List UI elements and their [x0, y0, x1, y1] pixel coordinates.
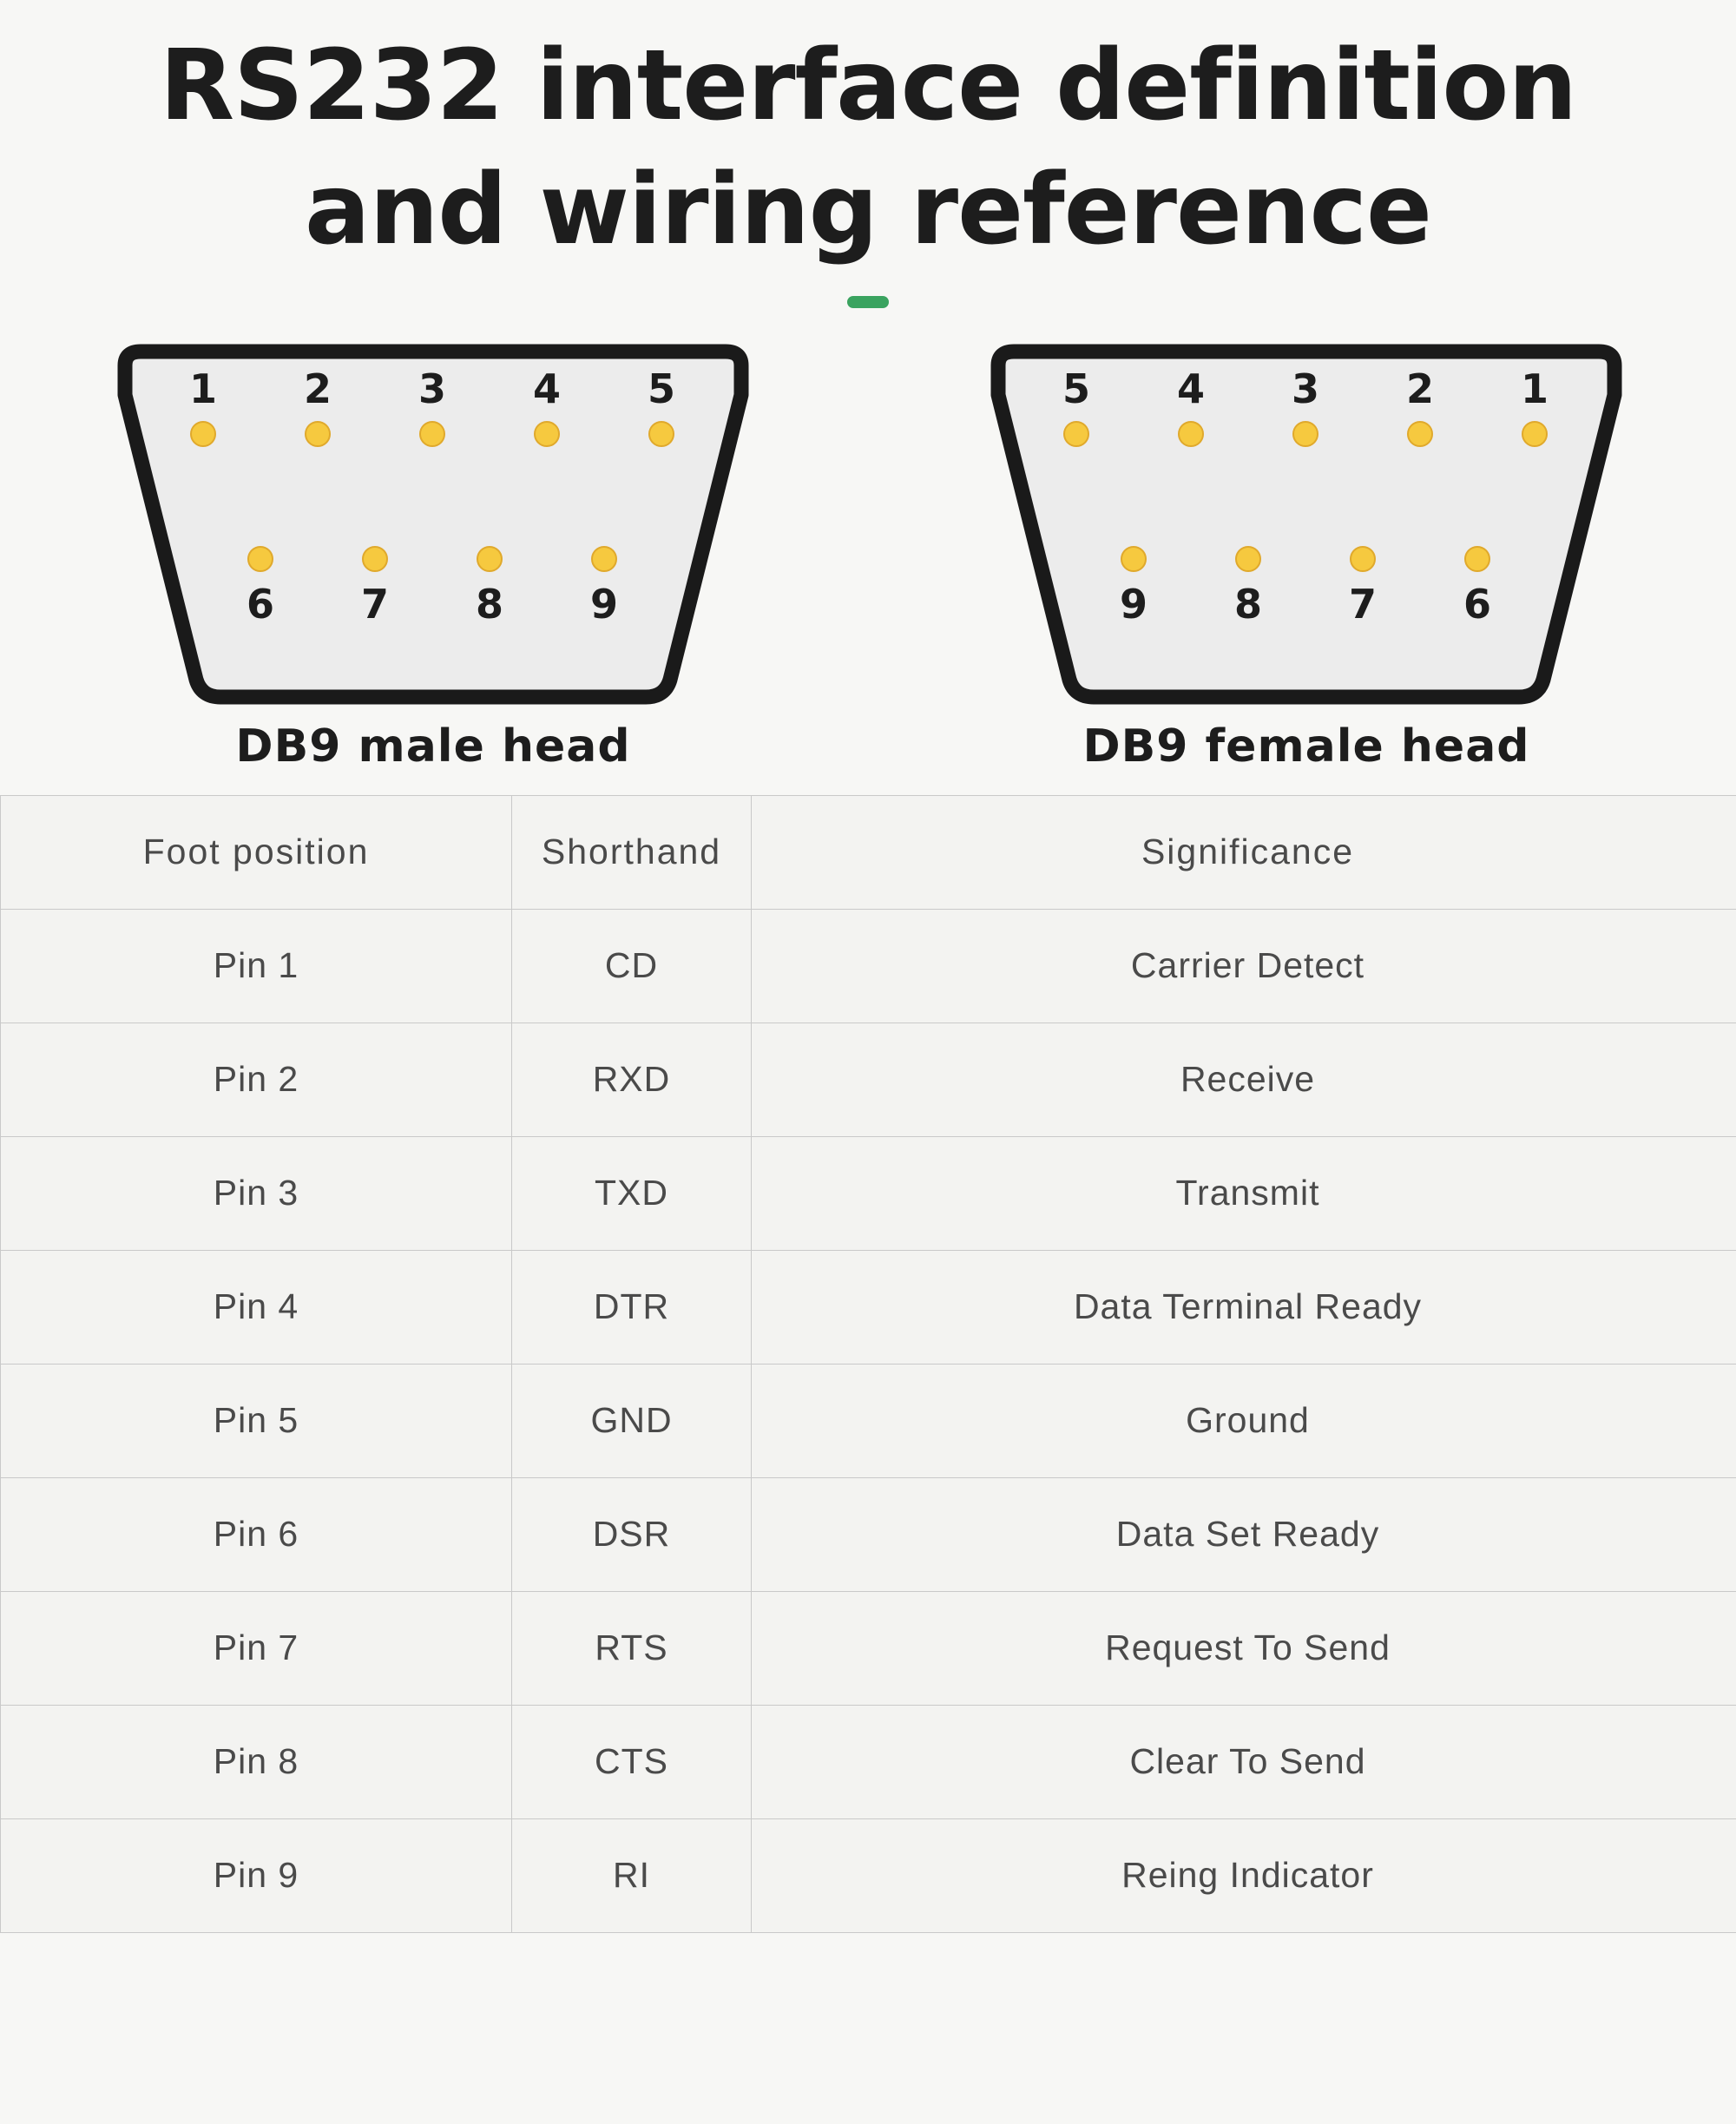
db9-female-bottom-pin-row [1076, 546, 1535, 628]
cell-foot-position: Pin 1 [1, 909, 512, 1023]
pin-9 [547, 546, 661, 628]
pin-dot-icon [190, 421, 216, 447]
pin-8 [432, 546, 547, 628]
pin-number: 9 [1119, 580, 1147, 628]
pin-6 [203, 546, 318, 628]
pin-5 [604, 365, 719, 447]
cell-significance: Receive [752, 1023, 1736, 1136]
cell-significance: Data Terminal Ready [752, 1250, 1736, 1364]
cell-shorthand: GND [512, 1364, 752, 1477]
pin-8 [1191, 546, 1305, 628]
pin-dot-icon [1121, 546, 1147, 572]
table-row [1, 1250, 1736, 1364]
cell-significance: Ground [752, 1364, 1736, 1477]
pin-dot-icon [648, 421, 674, 447]
pin-number: 7 [1348, 580, 1377, 628]
pin-dot-icon [305, 421, 331, 447]
cell-significance: Clear To Send [752, 1705, 1736, 1818]
pin-number: 8 [1233, 580, 1262, 628]
cell-foot-position: Pin 9 [1, 1818, 512, 1932]
cell-shorthand: RI [512, 1818, 752, 1932]
pin-7 [1305, 546, 1420, 628]
connector-male [90, 339, 776, 773]
pin-dot-icon [362, 546, 388, 572]
accent-divider [0, 273, 1736, 334]
table-row [1, 1591, 1736, 1705]
cell-significance: Data Set Ready [752, 1477, 1736, 1591]
cell-shorthand: TXD [512, 1136, 752, 1250]
pin-dot-icon [419, 421, 445, 447]
pin-dot-icon [1407, 421, 1433, 447]
pinout-table [0, 795, 1736, 1933]
title-line-2: and wiring reference [304, 154, 1432, 267]
cell-foot-position: Pin 7 [1, 1591, 512, 1705]
pin-2 [1363, 365, 1477, 447]
cell-significance: Reing Indicator [752, 1818, 1736, 1932]
cell-foot-position: Pin 3 [1, 1136, 512, 1250]
pin-number: 3 [1291, 365, 1319, 412]
cell-foot-position: Pin 6 [1, 1477, 512, 1591]
pin-number: 3 [418, 365, 446, 412]
pin-number: 4 [1176, 365, 1205, 412]
pin-7 [318, 546, 432, 628]
header-significance: Significance [752, 795, 1736, 909]
pin-number: 8 [475, 580, 503, 628]
db9-male-caption: DB9 male head [235, 720, 631, 773]
table-header-row [1, 795, 1736, 909]
cell-shorthand: CTS [512, 1705, 752, 1818]
page-title [0, 0, 1736, 273]
pin-dot-icon [1522, 421, 1548, 447]
cell-shorthand: DSR [512, 1477, 752, 1591]
cell-shorthand: RXD [512, 1023, 752, 1136]
connector-diagrams [0, 339, 1736, 773]
cell-foot-position: Pin 8 [1, 1705, 512, 1818]
pin-number: 9 [589, 580, 618, 628]
pin-2 [260, 365, 375, 447]
cell-foot-position: Pin 5 [1, 1364, 512, 1477]
pin-number: 6 [1463, 580, 1491, 628]
green-dash-icon [847, 296, 889, 308]
pin-number: 1 [188, 365, 217, 412]
table-row [1, 1136, 1736, 1250]
pin-dot-icon [534, 421, 560, 447]
connector-female [963, 339, 1649, 773]
cell-significance: Carrier Detect [752, 909, 1736, 1023]
pin-9 [1076, 546, 1191, 628]
db9-male-bottom-pin-row [203, 546, 661, 628]
cell-significance: Transmit [752, 1136, 1736, 1250]
db9-male-top-pin-row [146, 365, 719, 447]
table-row [1, 1023, 1736, 1136]
pin-dot-icon [1350, 546, 1376, 572]
pin-3 [1248, 365, 1363, 447]
pin-1 [1477, 365, 1592, 447]
pin-number: 2 [1405, 365, 1434, 412]
cell-shorthand: DTR [512, 1250, 752, 1364]
table-row [1, 1477, 1736, 1591]
pin-1 [146, 365, 260, 447]
pin-4 [1134, 365, 1248, 447]
table-row [1, 1818, 1736, 1932]
pin-dot-icon [477, 546, 503, 572]
pin-4 [490, 365, 604, 447]
db9-male-shell [90, 339, 776, 708]
pin-dot-icon [1292, 421, 1318, 447]
pin-dot-icon [247, 546, 273, 572]
pin-number: 2 [303, 365, 332, 412]
pin-number: 4 [532, 365, 561, 412]
cell-shorthand: CD [512, 909, 752, 1023]
pin-dot-icon [1235, 546, 1261, 572]
pin-number: 1 [1520, 365, 1549, 412]
pin-number: 7 [360, 580, 389, 628]
pin-3 [375, 365, 490, 447]
table-row [1, 1705, 1736, 1818]
cell-significance: Request To Send [752, 1591, 1736, 1705]
db9-female-shell [963, 339, 1649, 708]
cell-foot-position: Pin 2 [1, 1023, 512, 1136]
pin-dot-icon [1464, 546, 1490, 572]
db9-female-top-pin-row [1019, 365, 1592, 447]
pin-number: 5 [647, 365, 675, 412]
cell-shorthand: RTS [512, 1591, 752, 1705]
pin-dot-icon [1178, 421, 1204, 447]
db9-female-caption: DB9 female head [1082, 720, 1530, 773]
pin-5 [1019, 365, 1134, 447]
pin-6 [1420, 546, 1535, 628]
pin-number: 6 [246, 580, 274, 628]
table-row [1, 909, 1736, 1023]
title-line-1: RS232 interface definition [159, 30, 1577, 142]
pin-dot-icon [591, 546, 617, 572]
pin-dot-icon [1063, 421, 1089, 447]
header-shorthand: Shorthand [512, 795, 752, 909]
cell-foot-position: Pin 4 [1, 1250, 512, 1364]
pin-number: 5 [1062, 365, 1090, 412]
table-row [1, 1364, 1736, 1477]
header-foot-position: Foot position [1, 795, 512, 909]
